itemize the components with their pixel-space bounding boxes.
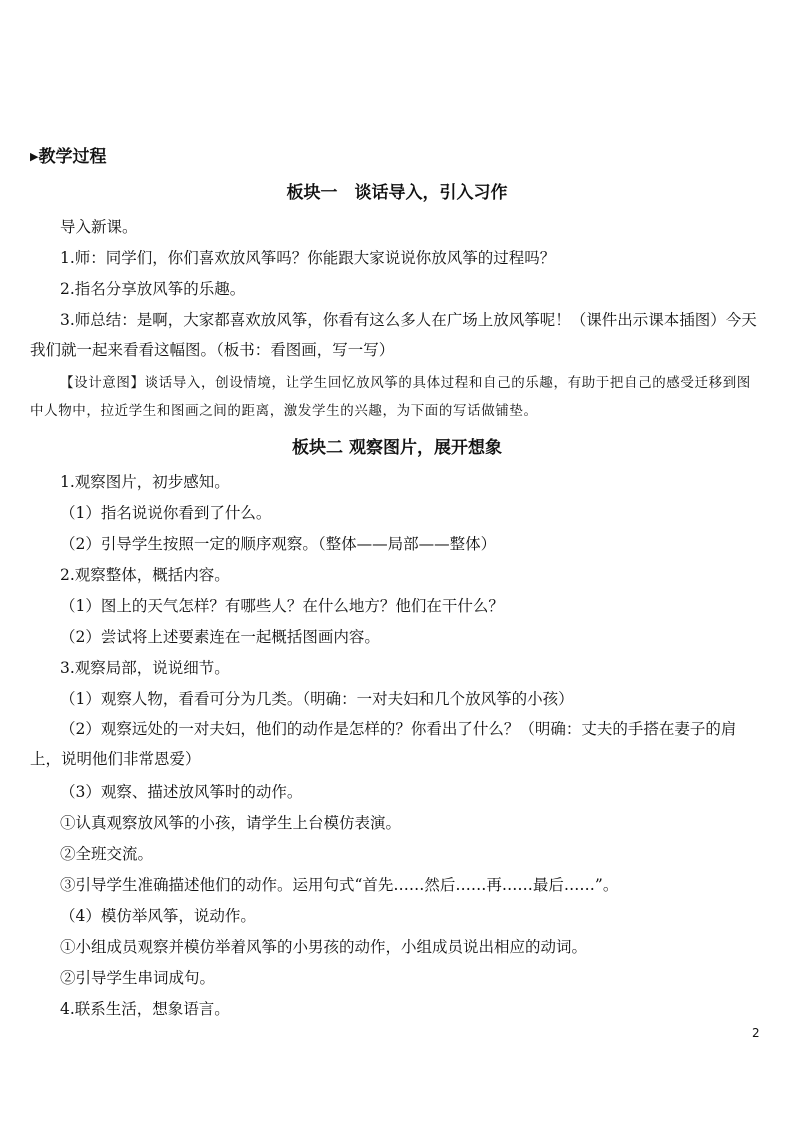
- triangle-bullet-icon: ▶: [30, 150, 39, 163]
- block2-title: 板块二 观察图片，展开想象: [292, 438, 502, 458]
- block2-line-10: ①认真观察放风筝的小孩，请学生上台模仿表演。: [60, 814, 402, 832]
- design-intent: 【设计意图】谈话导入，创设情境，让学生回忆放风筝的具体过程和自己的乐趣，有助于把自己的感受迁移到图中人物中，拉近学生和图画之间的距离，激发学生的兴趣，为下面的写话做铺垫。: [30, 375, 751, 419]
- block2-line-4: 2.观察整体，概括内容。: [60, 566, 230, 584]
- block2-line-13: （4）模仿举风筝，说动作。: [60, 907, 256, 925]
- block2-line-7: 3.观察局部，说说细节。: [60, 659, 230, 677]
- block2-line-11: ②全班交流。: [60, 845, 154, 863]
- block2-line-14: ①小组成员观察并模仿举着风筝的小男孩的动作，小组成员说出相应的动词。: [60, 938, 588, 956]
- block2-line-5: （1）图上的天气怎样？有哪些人？在什么地方？他们在干什么？: [60, 597, 504, 615]
- block1-line-1: 1.师：同学们，你们喜欢放风筝吗？你能跟大家说说你放风筝的过程吗？: [60, 249, 556, 267]
- block1-paragraph-3: 3.师总结：是啊，大家都喜欢放风筝，你看有这么多人在广场上放风筝呢！（课件出示课本插图）今天我们就一起来看看这幅图。（板书：看图画，写一写）: [30, 311, 757, 359]
- block2-paragraph-couple: （2）观察远处的一对夫妇，他们的动作是怎样的？你看出了什么？（明确：丈夫的手搭在妻子的肩上，说明他们非常恩爱）: [30, 720, 737, 768]
- section-title: 教学过程: [38, 147, 107, 167]
- block2-line-16: 4.联系生活，想象语言。: [60, 1000, 230, 1018]
- block2-line-15: ②引导学生串词成句。: [60, 969, 216, 987]
- block2-line-6: （2）尝试将上述要素连在一起概括图画内容。: [60, 628, 380, 646]
- block2-line-1: 1.观察图片，初步感知。: [60, 473, 230, 491]
- section-heading: [30, 145, 106, 169]
- block1-line-intro: 导入新课。: [60, 218, 138, 236]
- block2-line-8: （1）观察人物，看看可分为几类。（明确：一对夫妇和几个放风筝的小孩）: [60, 690, 574, 708]
- page-number: 2: [752, 1026, 760, 1040]
- block2-line-2: （1）指名说说你看到了什么。: [60, 504, 272, 522]
- block2-line-9: （3）观察、描述放风筝时的动作。: [60, 783, 303, 801]
- block1-title: 板块一 谈话导入，引入习作: [286, 183, 508, 203]
- block1-line-2: 2.指名分享放风筝的乐趣。: [60, 280, 246, 298]
- block2-line-3: （2）引导学生按照一定的顺序观察。（整体——局部——整体）: [60, 535, 497, 553]
- block2-line-12: ③引导学生准确描述他们的动作。运用句式“首先……然后……再……最后……”。: [60, 876, 619, 894]
